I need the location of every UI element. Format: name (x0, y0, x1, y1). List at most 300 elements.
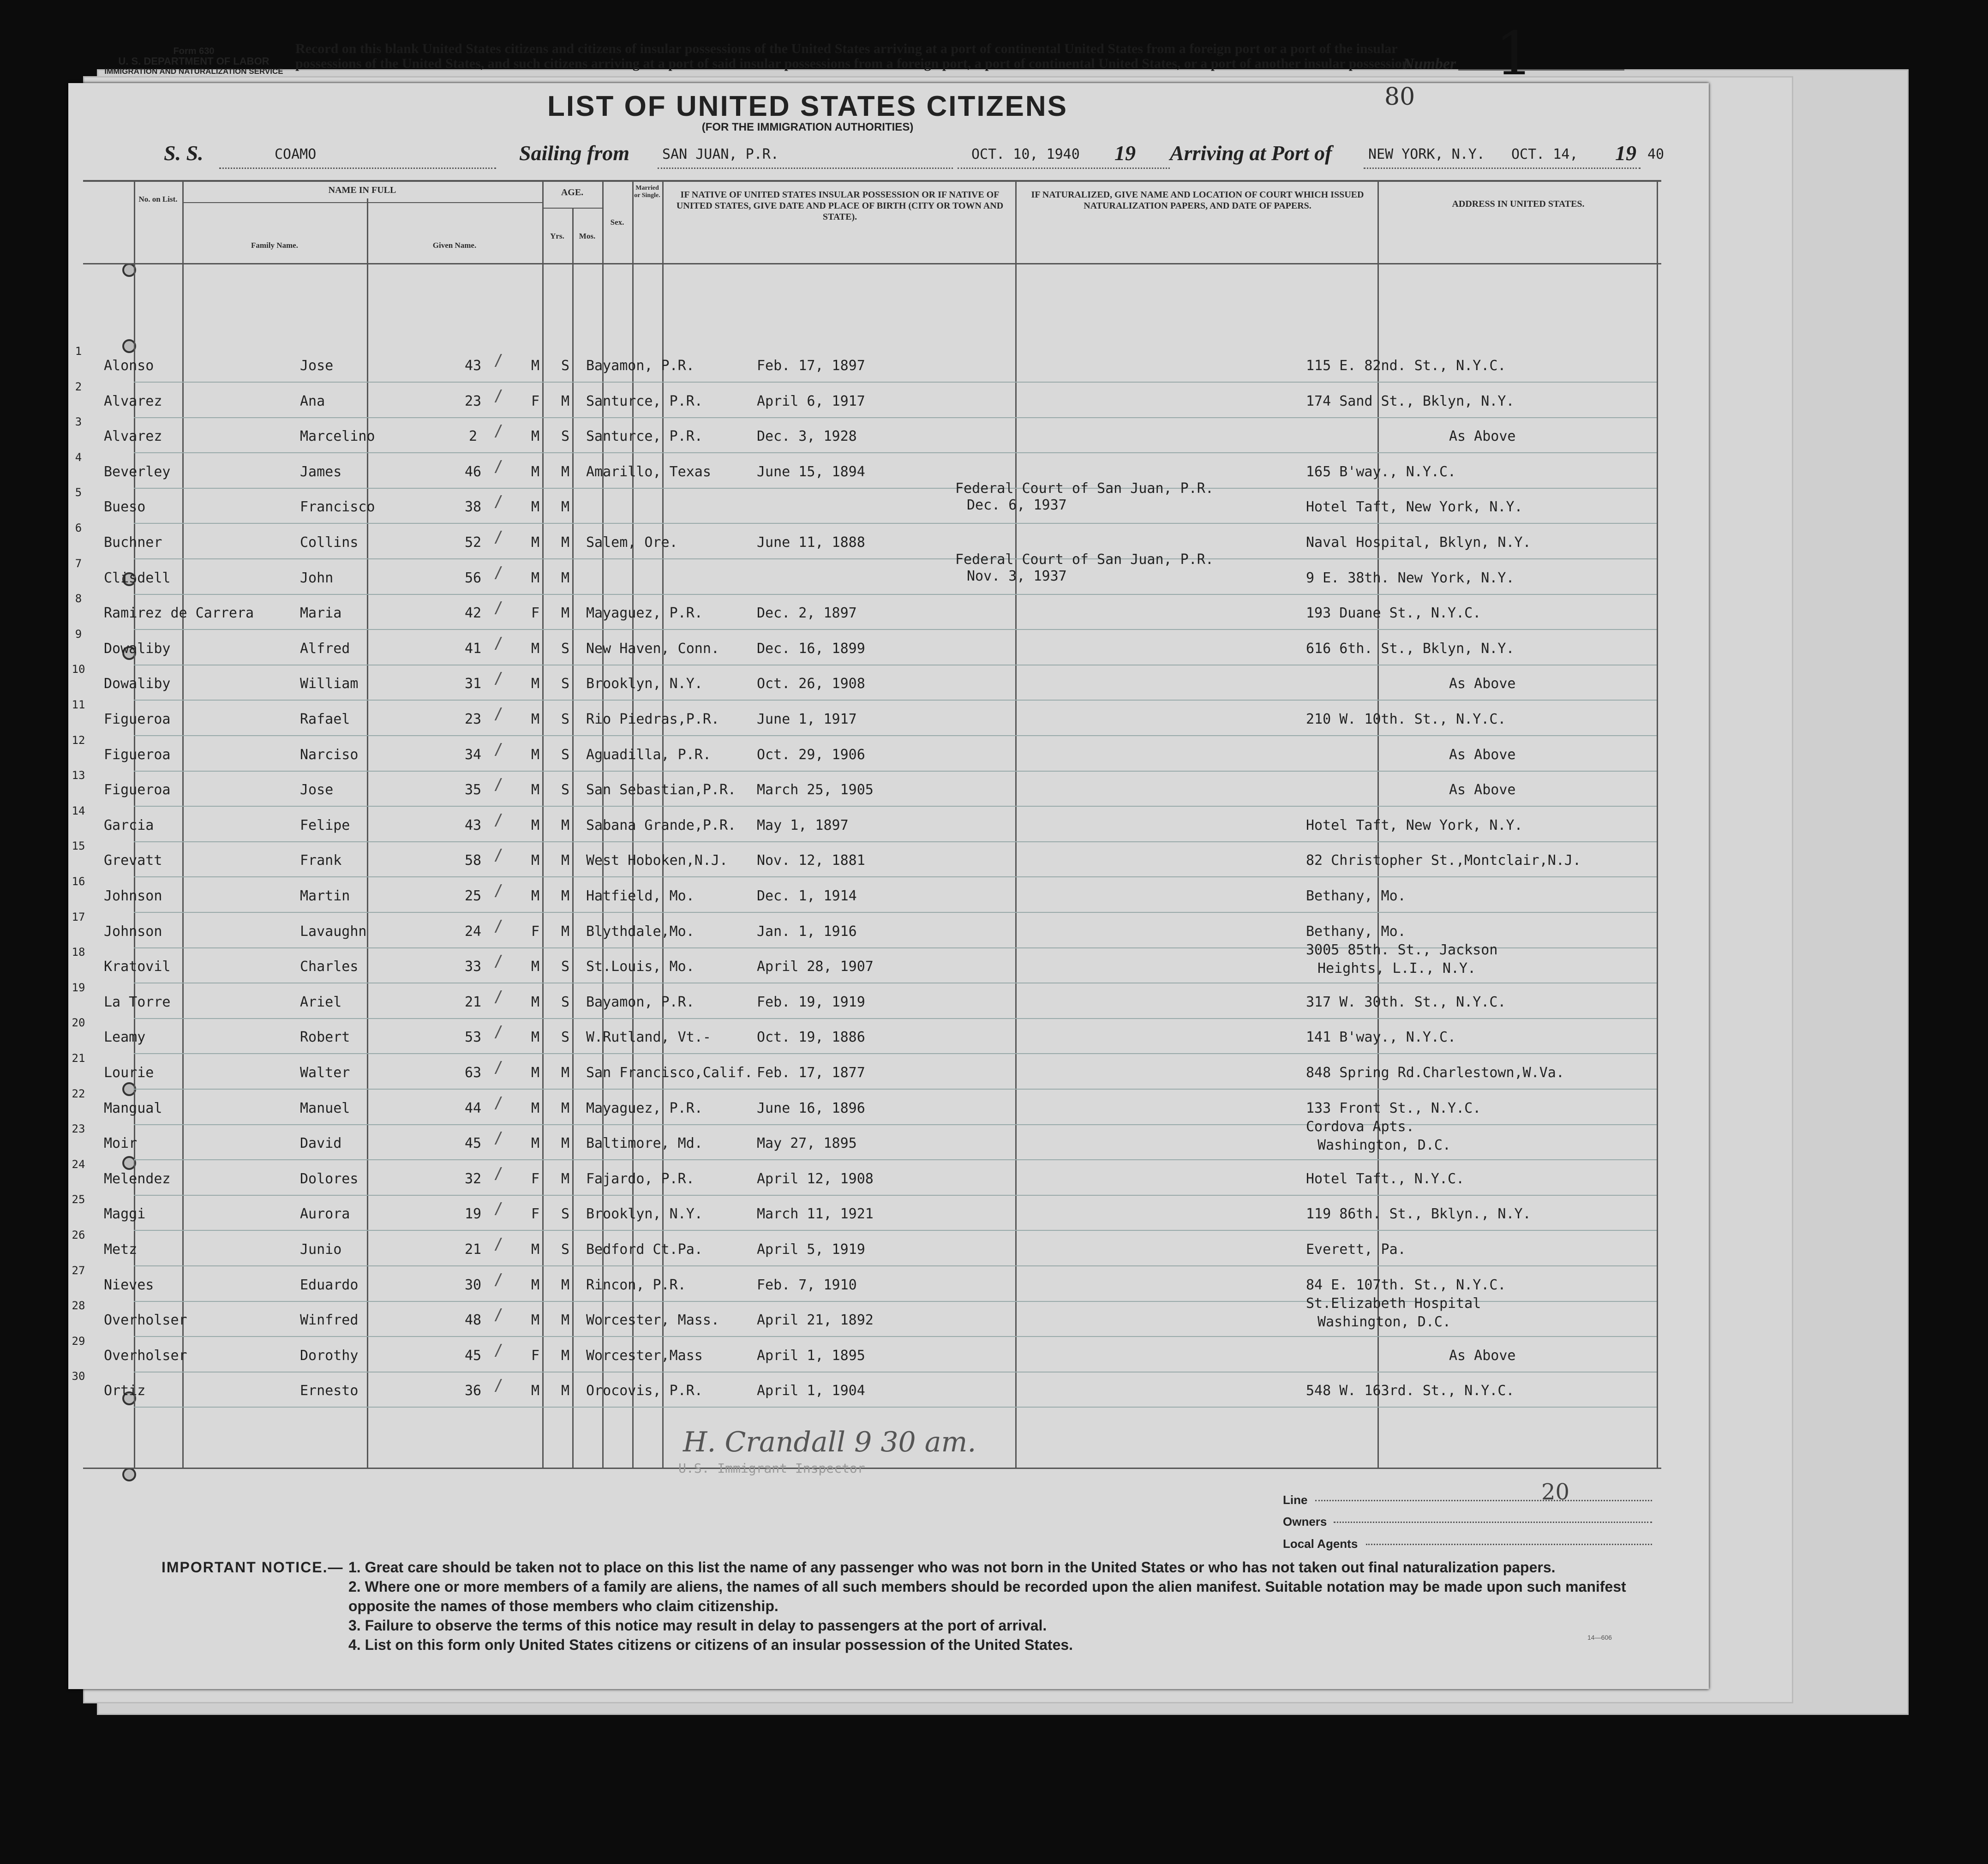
sex: M (531, 1277, 540, 1293)
address-line-1: 174 Sand St., Bklyn, N.Y. (1306, 393, 1515, 409)
row-number: 14 (72, 804, 85, 817)
table-row (0, 734, 1661, 782)
birth-place: Hatfield, Mo. (586, 888, 695, 904)
age-months-mark: / (494, 1306, 503, 1324)
sex: F (531, 605, 540, 621)
address-line-1: Naval Hospital, Bklyn, N.Y. (1306, 534, 1531, 551)
address-line-1: 84 E. 107th. St., N.Y.C. (1306, 1277, 1506, 1293)
row-number: 1 (75, 345, 82, 358)
birth-date: Feb. 17, 1897 (757, 358, 865, 374)
marital-status: S (561, 1029, 570, 1045)
family-name: Kratovil (104, 959, 171, 975)
given-name: Aurora (300, 1206, 350, 1222)
birth-place: Worcester, Mass. (586, 1312, 719, 1328)
line-underline (1315, 1500, 1652, 1501)
birth-place: Bayamon, P.R. (586, 994, 695, 1010)
family-name: Ortiz (104, 1383, 146, 1399)
row-number: 27 (72, 1264, 85, 1277)
naturalization-court: Federal Court of San Juan, P.R. (955, 480, 1214, 497)
row-number: 28 (72, 1299, 85, 1312)
birth-date: Dec. 1, 1914 (757, 888, 857, 904)
family-name: Dowaliby (104, 676, 171, 692)
row-number: 26 (72, 1229, 85, 1241)
age-years: 23 (464, 393, 482, 409)
age-header-rule (542, 208, 602, 209)
marital-status: M (561, 464, 570, 480)
marital-status: M (561, 1100, 570, 1116)
row-number: 19 (72, 981, 85, 994)
handwritten-number: 80 (1384, 83, 1415, 111)
age-months-mark: / (494, 422, 503, 440)
owners-underline (1334, 1522, 1652, 1523)
marital-status: M (561, 817, 570, 833)
form-number: Form 630 (173, 46, 215, 56)
record-instructions: Record on this blank United States citizens and citizens of insular possessions of the United States arriving at a port of continental United States from a foreign port or a port of the insular possessions of the United States, and such citizens arriving at a port of said insular possessions from a foreign port, a port of continental United States, or a port of another insular possession. (295, 41, 1413, 71)
age-years: 45 (464, 1348, 482, 1364)
given-name: Dolores (300, 1171, 359, 1187)
form-identifier (69, 46, 318, 77)
sex: M (531, 1383, 540, 1399)
age-years: 63 (464, 1065, 482, 1081)
marital-status: S (561, 782, 570, 798)
given-name: Ana (300, 393, 325, 409)
age-months-mark: / (494, 669, 503, 688)
to-port: NEW YORK, N.Y. (1368, 146, 1485, 162)
marital-status: M (561, 570, 570, 586)
birth-place: Orocovis, P.R. (586, 1383, 703, 1399)
family-name: Maggi (104, 1206, 146, 1222)
header-given-name: Given Name. (432, 241, 477, 250)
birth-place: Brooklyn, N.Y. (586, 1206, 703, 1222)
sailing-date: OCT. 10, 1940 (971, 146, 1080, 162)
inspector-label: U.S. Immigrant Inspector (678, 1461, 865, 1476)
age-years: 43 (464, 817, 482, 833)
age-months-mark: / (494, 1199, 503, 1218)
marital-status: M (561, 534, 570, 551)
family-name: Johnson (104, 923, 162, 940)
family-name: Overholser (104, 1348, 187, 1364)
age-months-mark: / (494, 387, 503, 405)
table-row (0, 1158, 1661, 1206)
row-number: 25 (72, 1193, 85, 1206)
row-number: 5 (75, 486, 82, 499)
address-line-1: As Above (1449, 747, 1516, 763)
row-number: 17 (72, 911, 85, 923)
sex: M (531, 994, 540, 1010)
row-number: 21 (72, 1052, 85, 1065)
birth-place: West Hoboken,N.J. (586, 852, 728, 869)
list-number: 1 (1495, 18, 1533, 89)
table-row (0, 628, 1661, 676)
naturalization-date: Nov. 3, 1937 (967, 568, 1067, 584)
address-line-2: Washington, D.C. (1317, 1137, 1451, 1153)
row-number: 13 (72, 769, 85, 782)
row-number: 18 (72, 946, 85, 959)
row-number: 24 (72, 1158, 85, 1171)
family-name: Garcia (104, 817, 154, 833)
row-number: 2 (75, 380, 82, 393)
sailing-from-label: Sailing from (519, 141, 630, 165)
given-name: David (300, 1135, 342, 1151)
birth-date: June 1, 1917 (757, 711, 857, 727)
header-no: No. on List. (138, 195, 178, 204)
address-line-1: 210 W. 10th. St., N.Y.C. (1306, 711, 1506, 727)
birth-date: Jan. 1, 1916 (757, 923, 857, 940)
sex: M (531, 888, 540, 904)
age-months-mark: / (494, 917, 503, 935)
birth-place: San Francisco,Calif. (586, 1065, 753, 1081)
marital-status: M (561, 393, 570, 409)
table-row (0, 663, 1661, 711)
birth-place: Mayaguez, P.R. (586, 1100, 703, 1116)
age-years: 41 (464, 641, 482, 657)
given-name: William (300, 676, 359, 692)
header-sex: Sex. (610, 218, 624, 227)
table-row (0, 380, 1661, 428)
address-line-1: 165 B'way., N.Y.C. (1306, 464, 1456, 480)
marital-status: S (561, 959, 570, 975)
marital-status: S (561, 1241, 570, 1258)
birth-place: St.Louis, Mo. (586, 959, 695, 975)
family-name: Melendez (104, 1171, 171, 1187)
age-years: 31 (464, 676, 482, 692)
table-row (0, 875, 1661, 923)
row-number: 4 (75, 451, 82, 464)
table-row (0, 521, 1661, 569)
marital-status: M (561, 852, 570, 869)
table-row (0, 451, 1661, 499)
sex: M (531, 570, 540, 586)
address-line-1: Bethany, Mo. (1306, 923, 1406, 940)
age-months-mark: / (494, 811, 503, 829)
marital-status: M (561, 605, 570, 621)
birth-date: April 21, 1892 (757, 1312, 874, 1328)
row-number: 7 (75, 557, 82, 570)
birth-place: Amarillo, Texas (586, 464, 711, 480)
table-row (0, 1335, 1661, 1383)
age-months-mark: / (494, 492, 503, 511)
family-name: Figueroa (104, 747, 171, 763)
arrival-year: 40 (1647, 146, 1665, 162)
given-name: John (300, 570, 334, 586)
row-number: 29 (72, 1335, 85, 1348)
age-months-mark: / (494, 1235, 503, 1253)
age-years: 33 (464, 959, 482, 975)
age-years: 21 (464, 994, 482, 1010)
age-months-mark: / (494, 952, 503, 971)
age-months-mark: / (494, 705, 503, 723)
age-years: 52 (464, 534, 482, 551)
table-row (0, 415, 1661, 463)
service-name: IMMIGRATION AND NATURALIZATION SERVICE (104, 67, 283, 76)
birth-date: Oct. 29, 1906 (757, 747, 865, 763)
given-name: Martin (300, 888, 350, 904)
table-row (0, 942, 1661, 994)
age-years: 34 (464, 747, 482, 763)
age-months-mark: / (494, 351, 503, 370)
sex: M (531, 358, 540, 374)
sex: M (531, 711, 540, 727)
age-months-mark: / (494, 1129, 503, 1147)
address-line-1: Everett, Pa. (1306, 1241, 1406, 1258)
given-name: Robert (300, 1029, 350, 1045)
line-value: 20 (1541, 1479, 1570, 1505)
address-line-1: 119 86th. St., Bklyn., N.Y. (1306, 1206, 1531, 1222)
age-months-mark: / (494, 881, 503, 900)
address-line-1: 848 Spring Rd.Charlestown,W.Va. (1306, 1065, 1564, 1081)
row-number: 15 (72, 839, 85, 852)
table-row (0, 1370, 1661, 1418)
notice-item: 4. List on this form only United States citizens or citizens of an insular possession of the United States. (348, 1636, 1073, 1653)
age-years: 42 (464, 605, 482, 621)
sex: M (531, 1312, 540, 1328)
row-number: 11 (72, 698, 85, 711)
from-port-underline (658, 168, 953, 169)
family-name: Figueroa (104, 782, 171, 798)
family-name: Nieves (104, 1277, 154, 1293)
row-number: 20 (72, 1016, 85, 1029)
given-name: Lavaughn (300, 923, 367, 940)
table-row (0, 551, 1661, 605)
header-age: AGE. (561, 187, 584, 198)
address-line-1: Cordova Apts. (1306, 1119, 1414, 1135)
row-number: 9 (75, 628, 82, 641)
header-family-name: Family Name. (251, 241, 298, 250)
age-months-mark: / (494, 599, 503, 617)
sex: M (531, 1241, 540, 1258)
ship-name: COAMO (275, 146, 317, 162)
family-name: Grevatt (104, 852, 162, 869)
row-number: 22 (72, 1087, 85, 1100)
age-years: 24 (464, 923, 482, 940)
ship-underline (219, 168, 496, 169)
row-number: 3 (75, 415, 82, 428)
family-name: La Torre (104, 994, 171, 1010)
from-port: SAN JUAN, P.R. (662, 146, 779, 162)
family-name: Buchner (104, 534, 162, 551)
table-row (0, 1119, 1661, 1170)
age-years: 36 (464, 1383, 482, 1399)
family-name: Dowaliby (104, 641, 171, 657)
age-months-mark: / (494, 1376, 503, 1395)
marital-status: M (561, 1383, 570, 1399)
header-yrs: Yrs. (550, 232, 564, 240)
sex: M (531, 852, 540, 869)
given-name: Winfred (300, 1312, 359, 1328)
sex: M (531, 534, 540, 551)
given-name: Maria (300, 605, 342, 621)
marital-status: M (561, 1135, 570, 1151)
family-name: Leamy (104, 1029, 146, 1045)
address-line-1: 193 Duane St., N.Y.C. (1306, 605, 1481, 621)
birth-place: Blythdale,Mo. (586, 923, 695, 940)
address-line-1: Hotel Taft, New York, N.Y. (1306, 499, 1523, 515)
family-name: Alvarez (104, 393, 162, 409)
marital-status: S (561, 747, 570, 763)
name-header-rule (182, 202, 542, 203)
given-name: Jose (300, 782, 334, 798)
given-name: Francisco (300, 499, 375, 515)
age-years: 25 (464, 888, 482, 904)
table-row (0, 804, 1661, 852)
birth-date: May 27, 1895 (757, 1135, 857, 1151)
marital-status: M (561, 1312, 570, 1328)
birth-date: June 11, 1888 (757, 534, 865, 551)
address-line-2: Heights, L.I., N.Y. (1317, 960, 1476, 977)
age-years: 58 (464, 852, 482, 869)
birth-date: Dec. 3, 1928 (757, 428, 857, 444)
table-row (0, 839, 1661, 887)
address-line-1: 133 Front St., N.Y.C. (1306, 1100, 1481, 1116)
family-name: Johnson (104, 888, 162, 904)
birth-place: Aguadilla, P.R. (586, 747, 711, 763)
table-row (0, 480, 1661, 534)
birth-date: March 11, 1921 (757, 1206, 874, 1222)
marital-status: S (561, 358, 570, 374)
age-months-mark: / (494, 563, 503, 582)
notice-item: 1. Great care should be taken not to place on this list the name of any passenger who was not born in the United States or who has not taken out final naturalization papers. (348, 1559, 1556, 1576)
birth-place: Santurce, P.R. (586, 393, 703, 409)
naturalization-court: Federal Court of San Juan, P.R. (955, 551, 1214, 568)
age-years: 19 (464, 1206, 482, 1222)
address-line-1: As Above (1449, 1348, 1516, 1364)
given-name: Felipe (300, 817, 350, 833)
sex: M (531, 782, 540, 798)
given-name: Ernesto (300, 1383, 359, 1399)
family-name: Lourie (104, 1065, 154, 1081)
sex: M (531, 464, 540, 480)
to-port-underline (1364, 168, 1641, 169)
sailing-year-label: 19 (1114, 141, 1136, 165)
department-name: U. S. DEPARTMENT OF LABOR (118, 55, 269, 67)
table-row (0, 1295, 1661, 1347)
table-row (0, 698, 1661, 746)
arrival-date: OCT. 14, (1511, 146, 1578, 162)
family-name: Alvarez (104, 428, 162, 444)
given-name: Frank (300, 852, 342, 869)
family-name: Moir (104, 1135, 138, 1151)
sex: F (531, 1206, 540, 1222)
given-name: Charles (300, 959, 359, 975)
age-months-mark: / (494, 528, 503, 546)
family-name: Mangual (104, 1100, 162, 1116)
address-line-1: 9 E. 38th. New York, N.Y. (1306, 570, 1515, 586)
age-years: 45 (464, 1135, 482, 1151)
family-name: Beverley (104, 464, 171, 480)
address-line-1: 82 Christopher St.,Montclair,N.J. (1306, 852, 1581, 869)
address-line-1: 141 B'way., N.Y.C. (1306, 1029, 1456, 1045)
age-years: 43 (464, 358, 482, 374)
age-months-mark: / (494, 1094, 503, 1112)
header-rule (83, 263, 1661, 264)
birth-place: Rincon, P.R. (586, 1277, 686, 1293)
sex: F (531, 1348, 540, 1364)
given-name: James (300, 464, 342, 480)
sex: F (531, 1171, 540, 1187)
age-years: 38 (464, 499, 482, 515)
row-number: 30 (72, 1370, 85, 1383)
age-months-mark: / (494, 1023, 503, 1041)
birth-date: April 12, 1908 (757, 1171, 874, 1187)
birth-place: Rio Piedras,P.R. (586, 711, 719, 727)
table-row (0, 345, 1661, 393)
age-years: 56 (464, 570, 482, 586)
family-name: Figueroa (104, 711, 171, 727)
address-line-1: St.Elizabeth Hospital (1306, 1295, 1481, 1312)
notice-item: 3. Failure to observe the terms of this notice may result in delay to passengers at the port of arrival. (348, 1617, 1047, 1634)
marital-status: M (561, 1277, 570, 1293)
birth-date: Dec. 2, 1897 (757, 605, 857, 621)
marital-status: S (561, 641, 570, 657)
birth-place: San Sebastian,P.R. (586, 782, 737, 798)
sex: M (531, 641, 540, 657)
marital-status: S (561, 428, 570, 444)
family-name: Ramirez de Carrera (104, 605, 254, 621)
marital-status: M (561, 923, 570, 940)
sex: M (531, 499, 540, 515)
age-years: 2 (468, 428, 478, 444)
page-title: LIST OF UNITED STATES CITIZENS (547, 90, 1068, 122)
given-name: Eduardo (300, 1277, 359, 1293)
sex: M (531, 1029, 540, 1045)
table-top-rule (83, 180, 1661, 182)
given-name: Jose (300, 358, 334, 374)
address-line-1: 548 W. 163rd. St., N.Y.C. (1306, 1383, 1515, 1399)
given-name: Ariel (300, 994, 342, 1010)
birth-date: Feb. 7, 1910 (757, 1277, 857, 1293)
family-name: Metz (104, 1241, 138, 1258)
age-months-mark: / (494, 1164, 503, 1183)
age-months-mark: / (494, 775, 503, 794)
address-line-1: 115 E. 82nd. St., N.Y.C. (1306, 358, 1506, 374)
sex: M (531, 959, 540, 975)
given-name: Junio (300, 1241, 342, 1258)
given-name: Alfred (300, 641, 350, 657)
birth-date: Oct. 26, 1908 (757, 676, 865, 692)
sex: M (531, 1100, 540, 1116)
row-number: 23 (72, 1122, 85, 1135)
marital-status: M (561, 1171, 570, 1187)
age-years: 53 (464, 1029, 482, 1045)
given-name: Rafael (300, 711, 350, 727)
given-name: Dorothy (300, 1348, 359, 1364)
birth-date: June 16, 1896 (757, 1100, 865, 1116)
notice-item: 2. Where one or more members of a family are aliens, the names of all such members should be recorded upon the alien manifest. Suitable notation may be made upon such manifest opposite the names of those members who claim citizenship. (348, 1578, 1626, 1614)
line-label: Line (1283, 1493, 1308, 1507)
given-name: Narciso (300, 747, 359, 763)
header-mos: Mos. (579, 232, 596, 240)
address-line-1: As Above (1449, 428, 1516, 444)
header-address: ADDRESS IN UNITED STATES. (1452, 199, 1585, 209)
birth-place: Fajardo, P.R. (586, 1171, 695, 1187)
birth-place: Bedford Ct.Pa. (586, 1241, 703, 1258)
birth-date: May 1, 1897 (757, 817, 849, 833)
sex: F (531, 923, 540, 940)
age-years: 30 (464, 1277, 482, 1293)
table-bottom-rule (83, 1468, 1661, 1469)
sex: M (531, 1065, 540, 1081)
sex: M (531, 747, 540, 763)
marital-status: M (561, 1065, 570, 1081)
sailing-date-underline (958, 168, 1170, 169)
birth-date: March 25, 1905 (757, 782, 874, 798)
address-line-1: 317 W. 30th. St., N.Y.C. (1306, 994, 1506, 1010)
birth-place: W.Rutland, Vt.- (586, 1029, 711, 1045)
age-months-mark: / (494, 634, 503, 653)
header-married-single: Married or Single. (634, 185, 660, 199)
marital-status: S (561, 676, 570, 692)
table-row (0, 1016, 1661, 1064)
